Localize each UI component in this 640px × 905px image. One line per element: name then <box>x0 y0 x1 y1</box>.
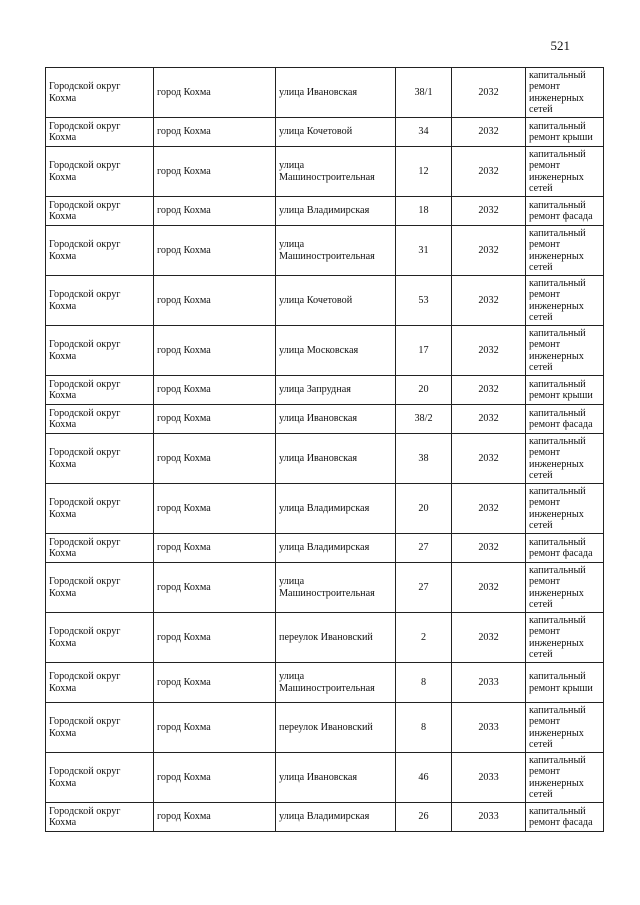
repair-schedule-table <box>45 67 604 832</box>
table-row <box>46 68 604 118</box>
cell-year: 2032 <box>452 563 526 613</box>
table-row <box>46 118 604 147</box>
cell-city: город Кохма <box>154 753 276 803</box>
cell-house-number: 38 <box>396 434 452 484</box>
cell-work-type: капитальный ремонт инженерных сетей <box>526 484 604 534</box>
cell-city: город Кохма <box>154 197 276 226</box>
table-row <box>46 376 604 405</box>
cell-year: 2033 <box>452 803 526 832</box>
cell-city: город Кохма <box>154 326 276 376</box>
cell-house-number: 27 <box>396 563 452 613</box>
cell-work-type: капитальный ремонт инженерных сетей <box>526 226 604 276</box>
cell-city: город Кохма <box>154 68 276 118</box>
cell-city: город Кохма <box>154 803 276 832</box>
cell-house-number: 12 <box>396 147 452 197</box>
table-row <box>46 534 604 563</box>
table-row <box>46 276 604 326</box>
cell-year: 2032 <box>452 405 526 434</box>
cell-city: город Кохма <box>154 703 276 753</box>
cell-year: 2032 <box>452 376 526 405</box>
cell-district: Городской округ Кохма <box>46 703 154 753</box>
table-row <box>46 326 604 376</box>
cell-street: улица Машиностроительная <box>276 663 396 703</box>
cell-year: 2032 <box>452 226 526 276</box>
cell-work-type: капитальный ремонт инженерных сетей <box>526 563 604 613</box>
table-row <box>46 434 604 484</box>
cell-work-type: капитальный ремонт крыши <box>526 118 604 147</box>
cell-work-type: капитальный ремонт инженерных сетей <box>526 276 604 326</box>
cell-city: город Кохма <box>154 276 276 326</box>
cell-year: 2033 <box>452 753 526 803</box>
cell-work-type: капитальный ремонт фасада <box>526 803 604 832</box>
cell-street: улица Машиностроительная <box>276 226 396 276</box>
cell-work-type: капитальный ремонт крыши <box>526 663 604 703</box>
page-number: 521 <box>550 38 570 53</box>
cell-district: Городской округ Кохма <box>46 226 154 276</box>
cell-work-type: капитальный ремонт инженерных сетей <box>526 326 604 376</box>
cell-year: 2032 <box>452 197 526 226</box>
cell-street: улица Владимирская <box>276 803 396 832</box>
cell-house-number: 20 <box>396 376 452 405</box>
cell-district: Городской округ Кохма <box>46 534 154 563</box>
cell-house-number: 26 <box>396 803 452 832</box>
cell-work-type: капитальный ремонт фасада <box>526 534 604 563</box>
cell-city: город Кохма <box>154 147 276 197</box>
cell-year: 2032 <box>452 118 526 147</box>
cell-house-number: 31 <box>396 226 452 276</box>
cell-city: город Кохма <box>154 434 276 484</box>
cell-street: улица Кочетовой <box>276 276 396 326</box>
cell-city: город Кохма <box>154 226 276 276</box>
table-row <box>46 803 604 832</box>
table-row <box>46 663 604 703</box>
cell-house-number: 53 <box>396 276 452 326</box>
cell-street: улица Владимирская <box>276 197 396 226</box>
table-row <box>46 226 604 276</box>
cell-street: переулок Ивановский <box>276 613 396 663</box>
cell-year: 2033 <box>452 663 526 703</box>
cell-work-type: капитальный ремонт инженерных сетей <box>526 703 604 753</box>
cell-work-type: капитальный ремонт инженерных сетей <box>526 147 604 197</box>
cell-district: Городской округ Кохма <box>46 434 154 484</box>
cell-year: 2032 <box>452 484 526 534</box>
cell-city: город Кохма <box>154 663 276 703</box>
cell-district: Городской округ Кохма <box>46 118 154 147</box>
cell-district: Городской округ Кохма <box>46 326 154 376</box>
cell-street: улица Машиностроительная <box>276 147 396 197</box>
cell-city: город Кохма <box>154 484 276 534</box>
cell-house-number: 46 <box>396 753 452 803</box>
cell-street: улица Московская <box>276 326 396 376</box>
cell-district: Городской округ Кохма <box>46 613 154 663</box>
cell-street: улица Ивановская <box>276 753 396 803</box>
cell-year: 2032 <box>452 68 526 118</box>
cell-street: улица Ивановская <box>276 434 396 484</box>
cell-work-type: капитальный ремонт крыши <box>526 376 604 405</box>
cell-city: город Кохма <box>154 563 276 613</box>
cell-district: Городской округ Кохма <box>46 68 154 118</box>
cell-district: Городской округ Кохма <box>46 376 154 405</box>
cell-district: Городской округ Кохма <box>46 803 154 832</box>
cell-house-number: 27 <box>396 534 452 563</box>
cell-city: город Кохма <box>154 376 276 405</box>
cell-work-type: капитальный ремонт инженерных сетей <box>526 613 604 663</box>
cell-street: улица Ивановская <box>276 405 396 434</box>
cell-district: Городской округ Кохма <box>46 197 154 226</box>
cell-city: город Кохма <box>154 613 276 663</box>
cell-city: город Кохма <box>154 405 276 434</box>
cell-house-number: 8 <box>396 663 452 703</box>
cell-district: Городской округ Кохма <box>46 753 154 803</box>
cell-street: переулок Ивановский <box>276 703 396 753</box>
table-row <box>46 197 604 226</box>
cell-house-number: 17 <box>396 326 452 376</box>
cell-year: 2032 <box>452 434 526 484</box>
cell-city: город Кохма <box>154 118 276 147</box>
table-row <box>46 147 604 197</box>
cell-year: 2032 <box>452 534 526 563</box>
cell-house-number: 34 <box>396 118 452 147</box>
cell-work-type: капитальный ремонт фасада <box>526 405 604 434</box>
cell-work-type: капитальный ремонт инженерных сетей <box>526 434 604 484</box>
table-body <box>46 68 604 832</box>
cell-year: 2033 <box>452 703 526 753</box>
cell-house-number: 38/1 <box>396 68 452 118</box>
cell-district: Городской округ Кохма <box>46 663 154 703</box>
cell-house-number: 38/2 <box>396 405 452 434</box>
cell-street: улица Владимирская <box>276 534 396 563</box>
cell-district: Городской округ Кохма <box>46 276 154 326</box>
cell-year: 2032 <box>452 326 526 376</box>
cell-year: 2032 <box>452 613 526 663</box>
cell-work-type: капитальный ремонт инженерных сетей <box>526 68 604 118</box>
cell-street: улица Ивановская <box>276 68 396 118</box>
cell-street: улица Кочетовой <box>276 118 396 147</box>
cell-work-type: капитальный ремонт инженерных сетей <box>526 753 604 803</box>
cell-district: Городской округ Кохма <box>46 563 154 613</box>
table-row <box>46 703 604 753</box>
cell-house-number: 8 <box>396 703 452 753</box>
table-row <box>46 405 604 434</box>
cell-year: 2032 <box>452 276 526 326</box>
cell-city: город Кохма <box>154 534 276 563</box>
cell-house-number: 20 <box>396 484 452 534</box>
cell-district: Городской округ Кохма <box>46 484 154 534</box>
cell-work-type: капитальный ремонт фасада <box>526 197 604 226</box>
table-row <box>46 484 604 534</box>
cell-house-number: 2 <box>396 613 452 663</box>
cell-street: улица Владимирская <box>276 484 396 534</box>
cell-street: улица Запрудная <box>276 376 396 405</box>
cell-street: улица Машиностроительная <box>276 563 396 613</box>
table-row <box>46 563 604 613</box>
cell-year: 2032 <box>452 147 526 197</box>
cell-district: Городской округ Кохма <box>46 147 154 197</box>
table-row <box>46 753 604 803</box>
table-row <box>46 613 604 663</box>
cell-house-number: 18 <box>396 197 452 226</box>
cell-district: Городской округ Кохма <box>46 405 154 434</box>
